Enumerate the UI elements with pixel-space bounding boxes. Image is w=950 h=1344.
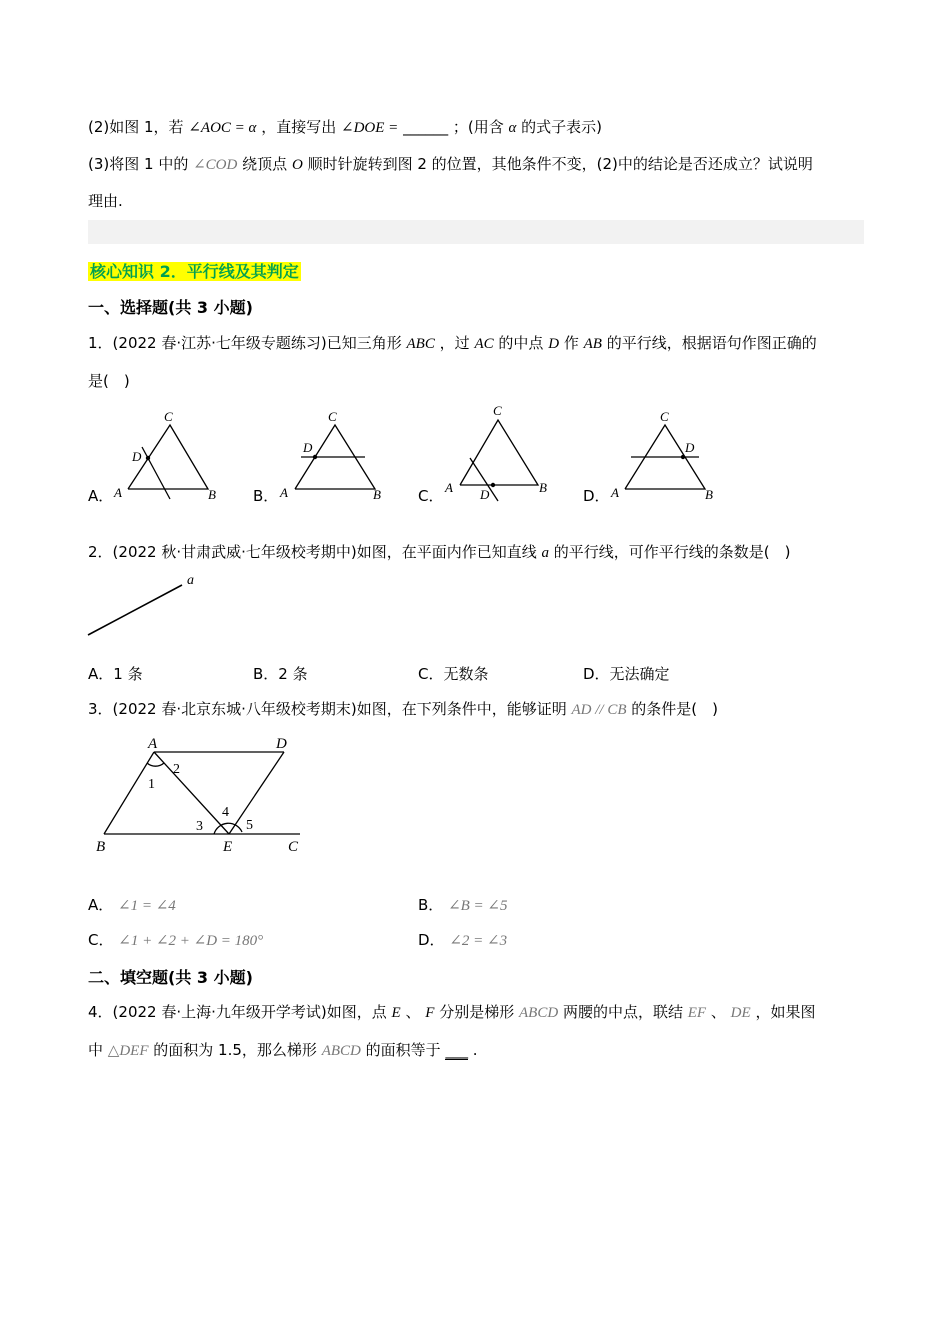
line-ab [104,752,154,834]
q1-mid2: 的中点 [498,334,544,352]
option-expr: ∠1 + ∠2 + ∠D = 180° [118,933,264,949]
q4-tail: ，如果图 [755,1003,816,1021]
q3-option-c[interactable] [88,929,263,950]
core-title-text: 核心知识 2．平行线及其判定 [90,262,299,281]
part3-line2: 理由. [88,192,123,210]
q2-option-b[interactable]: B．2 条 [253,665,308,683]
doe-expr: ∠DOE = [341,120,399,136]
q4-prefix: 4．(2022 春·上海·九年级开学考试)如图，点 [88,1003,387,1021]
q4-mid1: 分别是梯形 [439,1003,515,1021]
q4-line1 [88,1001,815,1022]
option-expr: ∠B = ∠5 [448,898,508,914]
q4-triangle: △DEF [107,1043,149,1059]
q1-line1 [88,332,817,353]
q3-line1 [88,698,718,719]
q1-prefix: 1．(2022 春·江苏·七年级专题练习)已知三角形 [88,334,402,352]
line-ae [154,752,229,834]
q1-ac: AC [474,336,494,352]
aoc-expr: ∠AOC = α [188,120,257,136]
point-d [313,455,317,459]
label-2: 2 [173,762,180,777]
cod-expr: ∠COD [193,157,238,173]
part3-line [88,153,813,174]
q1-option-b[interactable]: B． [253,487,279,505]
q1-figure-c [440,400,560,510]
q4-line2-tail: 的面积等于 [365,1041,441,1059]
part2-tail2: 的式子表示) [521,118,602,136]
q1-option-a[interactable]: A． [88,487,114,505]
label-c: C [328,409,337,424]
q2-line1 [88,541,791,562]
o-symbol: O [291,157,303,173]
q4-line2 [88,1039,478,1060]
q2-figure [85,568,215,643]
label-c: C [493,403,502,418]
q3-option-d[interactable] [418,929,507,950]
arc-a [147,763,164,766]
label-a: A [445,480,453,495]
label-b: B [539,480,547,495]
q1-d: D [548,336,560,352]
label-c: C [660,409,669,424]
label-b: B [373,487,381,502]
label-a: A [280,485,288,500]
q2-option-c[interactable]: C．无数条 [418,665,489,683]
q4-line2-pre: 中 [88,1041,104,1059]
label-c: C [288,839,299,855]
label-d: D [480,487,490,502]
q4-line2-mid: 的面积为 1.5，那么梯形 [153,1041,317,1059]
q4-sep: 、 [405,1003,421,1021]
q4-abcd2: ABCD [321,1043,361,1059]
q3-figure [92,734,312,859]
q1-option-d[interactable]: D． [583,487,610,505]
option-expr: ∠1 = ∠4 [118,898,176,914]
q1-figure-b [275,405,395,505]
q4-end: . [472,1041,478,1059]
triangle [460,420,538,485]
q1-ab: AB [583,336,602,352]
label-d: D [132,449,142,464]
divider-bar [88,220,864,244]
option-letter: C． [88,931,114,949]
point-d [681,455,685,459]
q1-line2: 是( ) [88,372,130,390]
label-b: B [705,487,713,502]
q4-f: F [425,1005,435,1021]
q2-tail: 的平行线，可作平行线的条数是( ) [553,543,791,561]
part3-label: (3)将图 1 中的 [88,155,189,173]
label-e: E [223,839,233,855]
part2-mid: ，直接写出 [261,118,337,136]
q4-mid2: 两腰的中点，联结 [562,1003,683,1021]
point-d [491,483,495,487]
section2-heading: 二、填空题(共 3 小题) [88,968,253,987]
label-d: D [276,736,287,752]
part2-line [88,116,602,137]
label-b: B [96,839,106,855]
part2-tail: ；(用含 [452,118,504,136]
q4-answer-blank[interactable]: ___ [445,1041,468,1059]
label-a: A [611,485,619,500]
line-a-label: a [187,573,194,588]
label-a: A [148,736,158,752]
label-d: D [685,440,695,455]
option-expr: ∠2 = ∠3 [449,933,508,949]
q4-sep2: 、 [710,1003,726,1021]
q4-abcd: ABCD [519,1005,559,1021]
q1-mid4: 的平行线，根据语句作图正确的 [606,334,817,352]
q1-mid1: ，过 [439,334,470,352]
q4-e: E [391,1005,401,1021]
core-title [88,259,301,282]
q1-abc: ABC [406,336,435,352]
label-a: A [114,485,122,500]
label-1: 1 [148,777,155,792]
q3-prefix: 3．(2022 春·北京东城·八年级校考期末)如图，在下列条件中，能够证明 [88,700,567,718]
q1-figure-d [605,405,725,505]
label-3: 3 [196,819,203,834]
q4-de: DE [730,1005,751,1021]
q1-mid3: 作 [563,334,579,352]
q3-condition: AD // CB [571,702,627,718]
q3-option-b[interactable] [418,894,508,915]
label-d: D [303,440,313,455]
q4-ef: EF [687,1005,707,1021]
part3-mid: 绕顶点 [242,155,288,173]
q1-option-c[interactable]: C． [418,487,444,505]
q3-tail: 的条件是( ) [631,700,719,718]
label-5: 5 [246,818,253,833]
label-b: B [208,487,216,502]
part2-label: (2)如图 1，若 [88,118,184,136]
section1-heading: 一、选择题(共 3 小题) [88,298,253,317]
option-letter: D． [418,931,445,949]
q2-prefix: 2．(2022 秋·甘肃武威·七年级校考期中)如图，在平面内作已知直线 [88,543,537,561]
line-a [88,585,182,635]
q2-a: a [541,545,550,561]
option-letter: A． [88,896,114,914]
option-letter: B． [418,896,444,914]
part3-tail: 顺时针旋转到图 2 的位置，其他条件不变，(2)中的结论是否还成立？试说明 [307,155,813,173]
label-c: C [164,409,173,424]
label-4: 4 [222,805,229,820]
wrong-line [142,447,170,499]
point-d [146,456,150,460]
alpha-symbol: α [508,120,517,136]
q2-option-d[interactable]: D．无法确定 [583,665,670,683]
q3-option-a[interactable] [88,894,176,915]
q1-figure-a [108,405,228,505]
answer-blank[interactable]: ______ [403,118,449,136]
q2-option-a[interactable]: A．1 条 [88,665,143,683]
line-de [229,752,284,834]
